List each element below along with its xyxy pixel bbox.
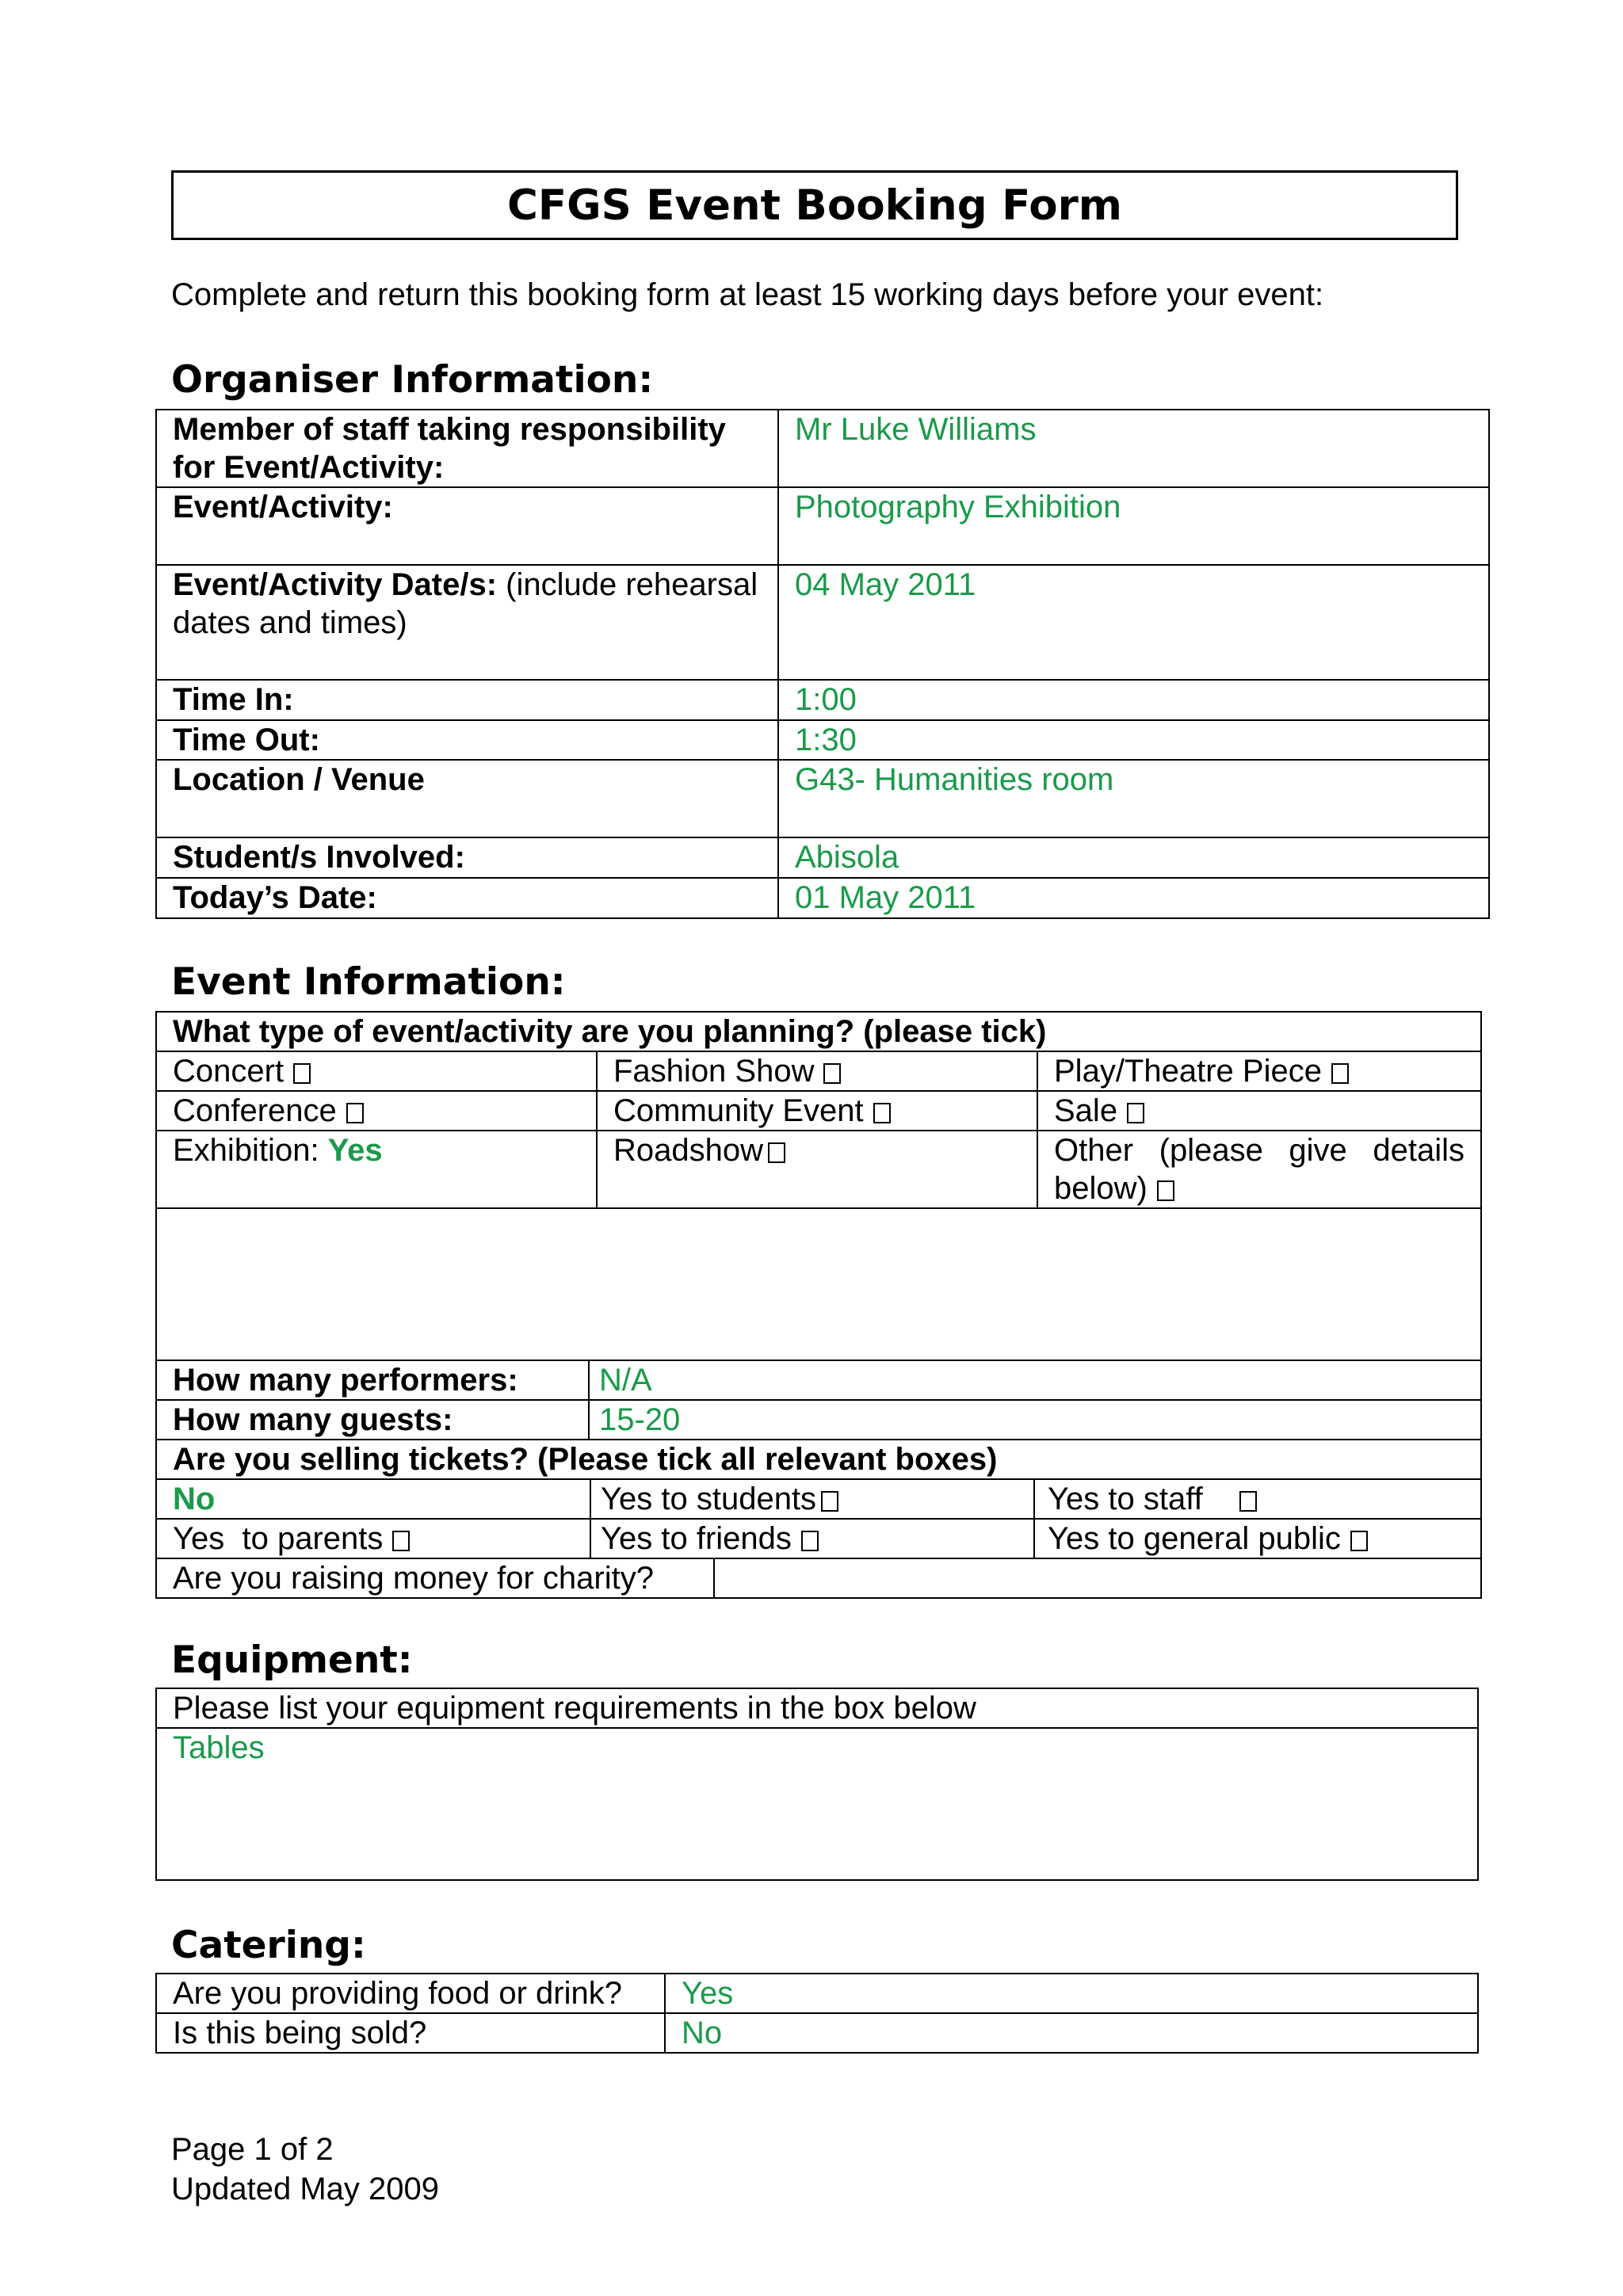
- yes-friends-checkbox[interactable]: [801, 1531, 819, 1551]
- food-label: Are you providing food or drink?: [156, 1974, 665, 2013]
- play-option[interactable]: [1037, 1051, 1481, 1091]
- table-row: [156, 2013, 1478, 2053]
- yes-staff-checkbox[interactable]: [1239, 1491, 1257, 1512]
- catering-table: [155, 1973, 1479, 2054]
- footer: [171, 2130, 439, 2209]
- other-details-field[interactable]: [156, 1208, 1481, 1360]
- yes-public-label: Yes to general public: [1048, 1521, 1341, 1556]
- page-title: CFGS Event Booking Form: [506, 181, 1123, 230]
- tickets-no-value[interactable]: No: [156, 1479, 590, 1519]
- table-row: [156, 1051, 1481, 1091]
- table-row: [156, 878, 1489, 918]
- title-box: [171, 170, 1458, 240]
- play-label: Play/Theatre Piece: [1054, 1054, 1322, 1089]
- exhibition-option[interactable]: [156, 1131, 597, 1208]
- yes-students-checkbox[interactable]: [821, 1491, 838, 1512]
- community-checkbox[interactable]: [873, 1103, 891, 1123]
- date-label: Event/Activity Date/s:: [173, 567, 498, 602]
- table-row: [156, 1131, 1481, 1208]
- concert-option[interactable]: [156, 1051, 597, 1091]
- exhibition-label: Exhibition:: [173, 1133, 319, 1168]
- yes-friends-option[interactable]: [590, 1519, 1034, 1558]
- event-value[interactable]: Photography Exhibition: [778, 487, 1489, 565]
- yes-public-checkbox[interactable]: [1350, 1531, 1368, 1551]
- yes-parents-checkbox[interactable]: [392, 1531, 410, 1551]
- other-checkbox[interactable]: [1157, 1180, 1174, 1201]
- type-question: What type of event/activity are you planning? (please tick): [156, 1012, 1481, 1051]
- equipment-value[interactable]: Tables: [156, 1728, 1478, 1880]
- fashion-show-option[interactable]: [597, 1051, 1037, 1091]
- date-value[interactable]: 04 May 2011: [778, 565, 1489, 680]
- table-row: [156, 1728, 1478, 1880]
- yes-friends-label: Yes to friends: [601, 1521, 792, 1556]
- fashion-show-checkbox[interactable]: [823, 1063, 841, 1084]
- charity-answer-field[interactable]: [714, 1558, 1481, 1598]
- intro-text: Complete and return this booking form at least 15 working days before your event:: [171, 277, 1324, 312]
- conference-option[interactable]: [156, 1091, 597, 1131]
- organiser-heading: Organiser Information:: [171, 358, 654, 402]
- updated-date: Updated May 2009: [171, 2172, 440, 2206]
- date-note: (include rehearsal dates and times): [173, 567, 758, 640]
- performers-label: How many performers:: [156, 1360, 589, 1400]
- students-label: Student/s Involved:: [156, 837, 778, 878]
- roadshow-option[interactable]: [597, 1131, 1037, 1208]
- community-option[interactable]: [597, 1091, 1037, 1131]
- staff-value[interactable]: Mr Luke Williams: [778, 410, 1489, 487]
- event-type-table: [155, 1011, 1482, 1361]
- concert-checkbox[interactable]: [293, 1063, 311, 1084]
- yes-students-option[interactable]: [590, 1479, 1034, 1519]
- table-row: [156, 410, 1489, 487]
- time-out-value[interactable]: 1:30: [778, 720, 1489, 760]
- community-label: Community Event: [613, 1093, 864, 1128]
- roadshow-label: Roadshow: [613, 1133, 764, 1168]
- tickets-table: [155, 1439, 1482, 1559]
- yes-parents-option[interactable]: [156, 1519, 590, 1558]
- exhibition-value[interactable]: Yes: [327, 1133, 383, 1168]
- sale-label: Sale: [1054, 1093, 1118, 1128]
- yes-parents-label: Yes to parents: [173, 1521, 384, 1556]
- date-cell: [156, 565, 778, 680]
- table-row: [156, 565, 1489, 680]
- equipment-prompt: Please list your equipment requirements in the box below: [156, 1688, 1478, 1728]
- table-row: [156, 487, 1489, 565]
- sale-option[interactable]: [1037, 1091, 1481, 1131]
- table-row: [156, 1400, 1481, 1440]
- table-row: [156, 1479, 1481, 1519]
- sold-label: Is this being sold?: [156, 2013, 665, 2053]
- location-label: Location / Venue: [156, 760, 778, 837]
- table-row: [156, 837, 1489, 878]
- roadshow-checkbox[interactable]: [768, 1142, 785, 1163]
- conference-checkbox[interactable]: [346, 1103, 364, 1123]
- time-in-value[interactable]: 1:00: [778, 680, 1489, 720]
- staff-label: Member of staff taking responsibility for Event/Activity:: [156, 410, 778, 487]
- yes-staff-label: Yes to staff: [1048, 1482, 1203, 1516]
- today-value[interactable]: 01 May 2011: [778, 878, 1489, 918]
- time-out-label: Time Out:: [156, 720, 778, 760]
- tickets-question: Are you selling tickets? (Please tick all relevant boxes): [156, 1440, 1481, 1479]
- table-row: [156, 1974, 1478, 2013]
- table-row: [156, 1558, 1481, 1598]
- table-row: [156, 1091, 1481, 1131]
- sale-checkbox[interactable]: [1127, 1103, 1144, 1123]
- location-value[interactable]: G43- Humanities room: [778, 760, 1489, 837]
- other-option[interactable]: [1037, 1131, 1481, 1208]
- yes-public-option[interactable]: [1034, 1519, 1481, 1558]
- organiser-table: [155, 409, 1490, 919]
- performers-table: [155, 1360, 1482, 1440]
- time-in-label: Time In:: [156, 680, 778, 720]
- equipment-heading: Equipment:: [171, 1638, 413, 1682]
- table-row: [156, 1208, 1481, 1360]
- equipment-table: [155, 1688, 1479, 1881]
- yes-students-label: Yes to students: [601, 1482, 817, 1516]
- page-number: Page 1 of 2: [171, 2132, 334, 2167]
- concert-label: Concert: [173, 1054, 285, 1089]
- fashion-show-label: Fashion Show: [613, 1054, 815, 1089]
- other-label: Other (please give details below): [1054, 1133, 1465, 1206]
- students-value[interactable]: Abisola: [778, 837, 1489, 878]
- table-row: [156, 1012, 1481, 1051]
- conference-label: Conference: [173, 1093, 337, 1128]
- performers-value[interactable]: N/A: [589, 1360, 1481, 1400]
- event-label: Event/Activity:: [156, 487, 778, 565]
- food-value[interactable]: Yes: [665, 1974, 1478, 2013]
- catering-heading: Catering:: [171, 1924, 366, 1967]
- table-row: [156, 760, 1489, 837]
- sold-value[interactable]: No: [665, 2013, 1478, 2053]
- guests-label: How many guests:: [156, 1400, 589, 1440]
- table-row: [156, 680, 1489, 720]
- event-info-heading: Event Information:: [171, 960, 566, 1004]
- table-row: [156, 720, 1489, 760]
- table-row: [156, 1440, 1481, 1479]
- table-row: [156, 1360, 1481, 1400]
- play-checkbox[interactable]: [1331, 1063, 1349, 1084]
- table-row: [156, 1688, 1478, 1728]
- charity-question: Are you raising money for charity?: [156, 1558, 714, 1598]
- table-row: [156, 1519, 1481, 1558]
- guests-value[interactable]: 15-20: [589, 1400, 1481, 1440]
- yes-staff-option[interactable]: [1034, 1479, 1481, 1519]
- charity-table: [155, 1558, 1482, 1599]
- today-label: Today’s Date:: [156, 878, 778, 918]
